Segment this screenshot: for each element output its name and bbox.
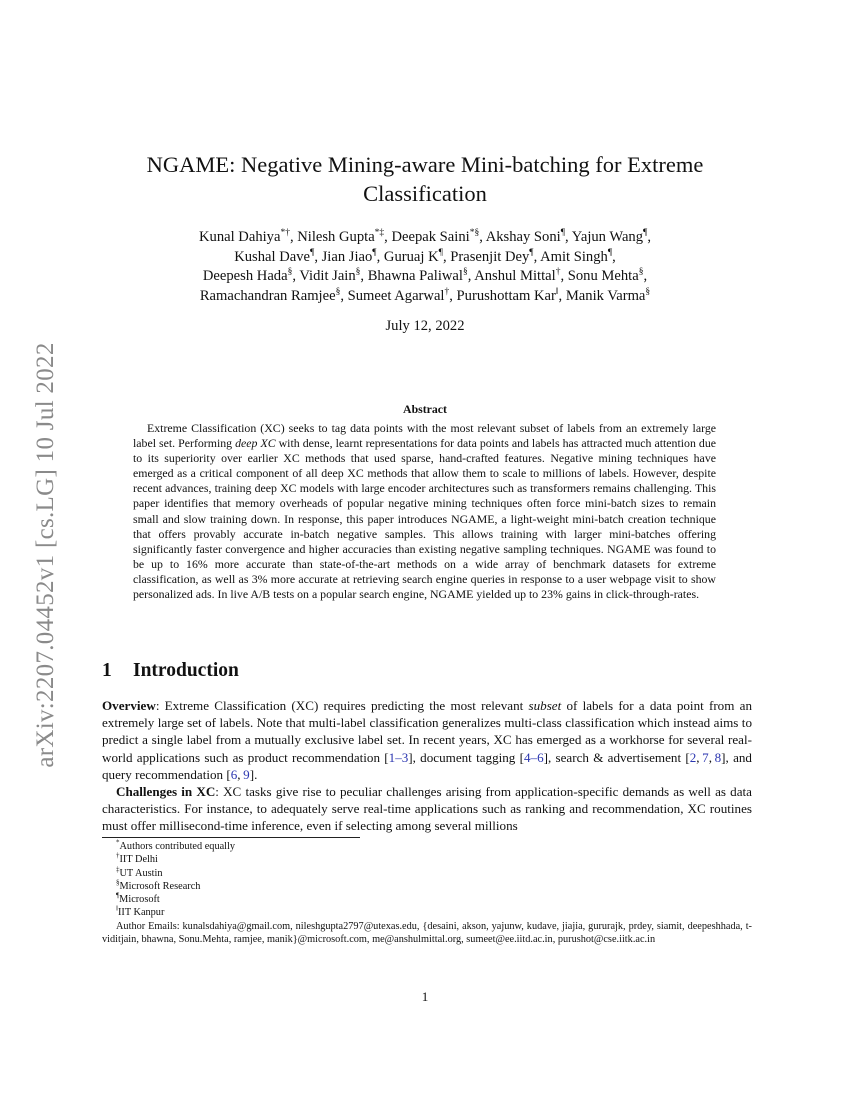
author-affiliation-mark: § <box>335 286 341 297</box>
author: Purushottam Kar <box>456 287 556 304</box>
author-separator: , <box>565 229 572 245</box>
citation-link[interactable]: 7 <box>702 749 709 765</box>
footnote-mark: § <box>116 878 120 887</box>
author-separator: , <box>292 268 300 285</box>
author-separator: , <box>376 248 384 265</box>
citation-link[interactable]: 6 <box>230 766 238 782</box>
abstract-heading: Abstract <box>403 402 447 416</box>
author: Prasenjit Dey <box>450 248 530 265</box>
paragraph-challenges <box>102 783 752 835</box>
footnote <box>102 853 752 866</box>
author-separator: , <box>384 229 392 245</box>
author-affiliation-mark: ¶ <box>560 228 565 239</box>
author: Ramachandran Ramjee <box>199 287 336 304</box>
footnote-text: Microsoft <box>119 894 160 906</box>
paragraph-lead: Challenges in XC <box>116 784 216 800</box>
paragraph-text: : Extreme Classification (XC) requires predicting the most relevant <box>155 698 529 713</box>
section-title: Introduction <box>133 660 239 681</box>
author-affiliation-mark: *§ <box>469 228 480 239</box>
footnote-mark: ¶ <box>116 891 120 900</box>
citation-link[interactable]: 1–3 <box>388 749 409 765</box>
introduction-body <box>102 697 752 835</box>
paragraph-text: : XC tasks give rise to peculiar challenges arising from application-specific demands as well as data characteristics. For instance, to adequately serve real-time applications such as ranking and recommendation, XC routines must offer millisecond-time inference, even if selecting among several millions <box>102 784 752 834</box>
author-affiliation-mark: ¶ <box>643 228 648 239</box>
paper-title-line-2: Classification <box>363 181 487 206</box>
author-separator: , <box>314 248 322 265</box>
citation-link[interactable]: 8 <box>714 749 722 765</box>
section-heading <box>102 660 239 682</box>
author: Nilesh Gupta <box>297 229 375 245</box>
paragraph-overview: Overview: Extreme Classification (XC) requires predicting the most relevant subset of labels for a data point from an extremely large set of labels. Note that multi-label classification generalizes multi-class classification which instead aims to predict a single label from a mutually exclusive label set. In recent years, XC has emerged as a workhorse for several real-world applications such as product recommendation [1–3], document tagging [4–6], search & advertisement [2, 7, 8], and query recommendation [6, 9]. <box>102 698 752 782</box>
author-separator: , <box>533 248 541 265</box>
page-number: 1 <box>421 989 429 1004</box>
author: Kunal Dahiya <box>198 229 281 245</box>
abstract-body <box>133 421 716 602</box>
author-separator: , <box>449 287 457 304</box>
abstract-text: Extreme Classification (XC) seeks to tag data points with the most relevant subset of labels from an extremely large label set. Performing <box>133 421 716 451</box>
author-affiliation-mark: ¶ <box>372 247 377 258</box>
author-separator: , <box>442 248 451 265</box>
author: Akshay Soni <box>485 229 561 245</box>
author: Yajun Wang <box>571 229 644 245</box>
footnote-text: Microsoft Research <box>119 880 201 892</box>
author-affiliation-mark: § <box>355 267 361 278</box>
citation-link[interactable]: 4–6 <box>523 749 544 765</box>
author: Bhawna Paliwal <box>367 268 463 285</box>
author: Sonu Mehta <box>567 268 639 285</box>
author-separator: , <box>467 268 475 285</box>
author: Deepesh Hada <box>202 268 288 285</box>
author-affiliation-mark: ¶ <box>607 247 613 258</box>
paragraph-text: ], search & advertisement [ <box>543 749 690 765</box>
author-affiliation-mark: † <box>555 267 561 278</box>
footnote <box>102 880 752 893</box>
author: Manik Varma <box>565 287 646 304</box>
author-affiliation-mark: ‖ <box>555 286 559 297</box>
paragraph-text: ], document tagging [ <box>408 749 524 765</box>
author: Sumeet Agarwal <box>347 287 445 304</box>
footnote <box>102 867 752 880</box>
footnote-text: IIT Kanpur <box>117 907 165 919</box>
author-affiliation-mark: § <box>638 267 644 278</box>
author-separator: , <box>360 268 368 285</box>
arxiv-identifier-stamp: arXiv:2207.04452v1 [cs.LG] 10 Jul 2022 <box>32 342 59 768</box>
author-affiliation-mark: § <box>462 267 468 278</box>
abstract-emphasis: deep XC <box>235 436 276 451</box>
footnote-mark: * <box>116 838 120 847</box>
author-affiliation-mark: ¶ <box>310 247 315 258</box>
paragraph-text: of labels for a data point from an extremely large set of labels. Note that multi-label classification generalizes multi-class classification which instead aims to predict a single label from a mutually exclusive label set. In recent years, XC has emerged as a workhorse for several real-world applications such as product recommendation [ <box>102 698 752 765</box>
author-separator: , <box>479 229 486 245</box>
footnote-mark: † <box>116 851 120 860</box>
footnotes <box>102 840 752 946</box>
paragraph-text: ], and query recommendation [ <box>102 749 752 782</box>
paper-title <box>110 150 740 208</box>
author-affiliation-mark: *† <box>280 228 290 239</box>
author: Amit Singh <box>540 248 608 265</box>
author: Anshul Mittal <box>474 268 556 285</box>
author: Guruaj K <box>383 248 439 265</box>
author-affiliation-mark: *‡ <box>374 228 385 239</box>
footnote-mark: ‖ <box>116 905 118 914</box>
footnote-mark: ‡ <box>116 865 120 874</box>
author-separator: , <box>643 268 648 285</box>
abstract-text: with dense, learnt representations for data points and labels has attracted much attention due to its superiority over earlier XC methods that used sparse, hand-crafted features. Negative mining techniques have emerged as a critical component of all deep XC methods that allow them to scale to millions of labels. However, despite recent advances, training deep XC models with large encoder architectures such as transformers remains challenging. This paper identifies that memory overheads of popular negative mining techniques often force mini-batch sizes to remain small and slow training down. In response, this paper introduces NGAME, a light-weight mini-batch creation technique that offers provably accurate in-batch negative samples. This allows training with larger mini-batches offering significantly faster convergence and higher accuracies than existing negative sampling techniques. NGAME was found to be up to 16% more accurate than state-of-the-art methods on a wide array of benchmark datasets for extreme classification, as well as 3% more accurate at retrieving search engine queries in response to a user webpage visit to show personalized ads. In live A/B tests on a popular search engine, NGAME yielded up to 23% gains in click-through-rates. <box>133 436 717 602</box>
author: Vidit Jain <box>299 268 356 285</box>
footnote-text: IIT Delhi <box>119 854 158 866</box>
author-separator: , <box>558 287 566 304</box>
footnote-text: Authors contributed equally <box>119 841 236 852</box>
author-affiliation-mark: † <box>444 286 450 297</box>
author-affiliation-mark: § <box>287 267 293 278</box>
citation-link[interactable]: 2 <box>689 749 697 765</box>
author-separator: , <box>612 248 616 265</box>
author: Kushal Dave <box>234 248 311 265</box>
author-separator: , <box>289 229 298 245</box>
publication-date: July 12, 2022 <box>385 318 465 334</box>
author-affiliation-mark: ¶ <box>438 247 443 258</box>
author-affiliation-mark: § <box>645 286 651 297</box>
author-separator: , <box>647 229 651 245</box>
author: Jian Jiao <box>321 248 373 265</box>
paragraph-text: ]. <box>249 766 258 782</box>
paper-title-line-1: NGAME: Negative Mining-aware Mini-batching for Extreme <box>146 152 704 177</box>
author-affiliation-mark: ¶ <box>529 247 534 258</box>
footnote-text: UT Austin <box>119 867 163 879</box>
author-separator: , <box>340 287 348 304</box>
author-separator: , <box>560 268 568 285</box>
footnote-divider <box>102 837 360 838</box>
paragraph-emphasis: subset <box>528 698 562 713</box>
citation-link[interactable]: 9 <box>243 766 250 782</box>
footnote <box>102 906 752 919</box>
author-emails: Author Emails: kunalsdahiya@gmail.com, nileshgupta2797@utexas.edu, {desaini, akson, yajunw, kudave, jiajia, gururajk, prdey, siamit, deepeshhada, t-viditjain, bhawna, Sonu.Mehta, ramjee, manik}@microsoft.com, me@anshulmittal.org, sumeet@ee.iitd.ac.in, purushot@cse.iitk.ac.in <box>102 920 752 946</box>
footnote <box>102 893 752 906</box>
paragraph-lead: Overview <box>102 698 156 713</box>
author-list <box>110 228 740 306</box>
section-number: 1 <box>102 660 112 681</box>
author: Deepak Saini <box>391 229 470 245</box>
footnote <box>102 840 752 853</box>
